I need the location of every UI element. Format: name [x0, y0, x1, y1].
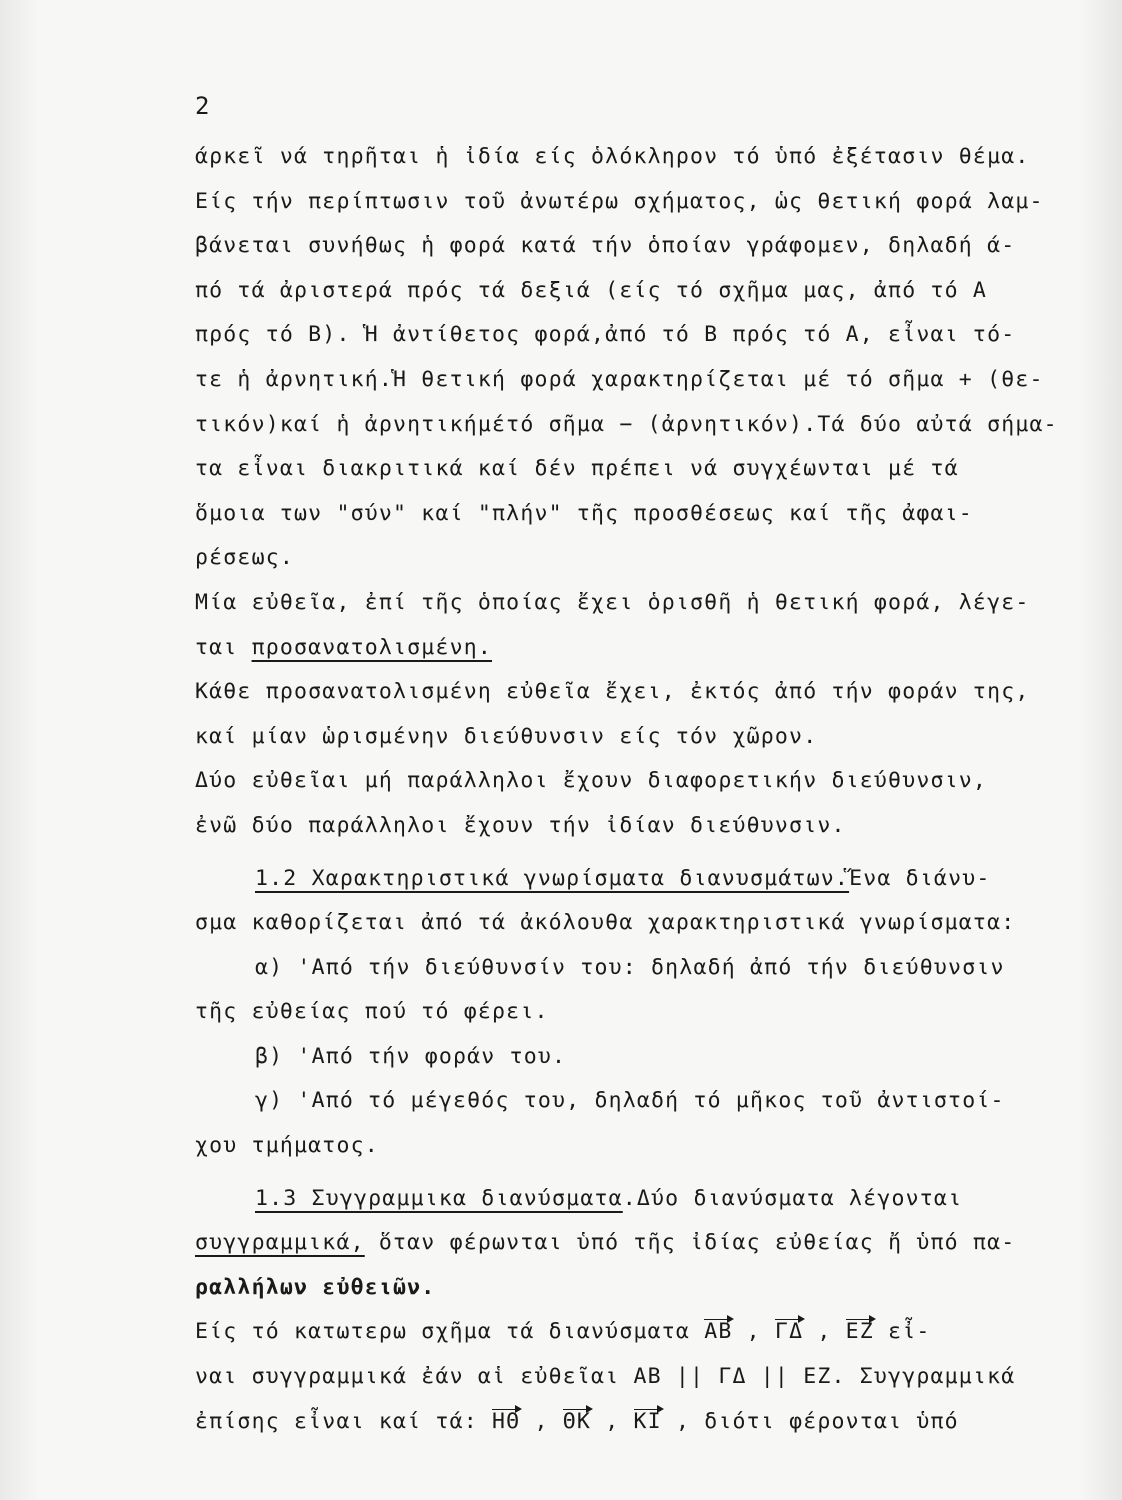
- text-fragment: .Δύο διανύσματα λέγονται: [622, 1185, 963, 1211]
- vector-ht: ΗΘ: [492, 1405, 520, 1439]
- text-line: Μία εὐθεῖα, ἐπί τῆς ὁποίας ἔχει ὁρισθῆ ἡ θετική φορά, λέγε-: [195, 589, 1030, 615]
- text-line: πρός τό Β). Ἡ ἀντίθετος φορά,ἀπό τό Β πρός τό Α, εἶναι τό-: [195, 322, 1016, 348]
- text-line: τε ἡ ἀρνητική.Ἡ θετική φορά χαρακτηρίζεται μέ τό σῆμα + (θε-: [195, 366, 1044, 392]
- text-fragment: , διότι φέρονται ὑπό: [661, 1408, 959, 1434]
- vector-gd: ΓΔ: [775, 1315, 803, 1349]
- text-line: Είς τήν περίπτωσιν τοῦ ἀνωτέρω σχήματος, ὡς θετική φορά λαμ-: [195, 188, 1044, 214]
- text-line: Δύο εὐθεῖαι μή παράλληλοι ἔχουν διαφορετικήν διεύθυνσιν,: [195, 768, 988, 794]
- text-line: άρκεῖ νά τηρῆται ἡ ἰδία είς ὁλόκληρον τό ὑπό ἐξέτασιν θέμα.: [195, 144, 1030, 169]
- text-line: γ) 'Από τό μέγεθός του, δηλαδή τό μῆκος τοῦ ἀντιστοί-: [255, 1088, 1005, 1114]
- text-line: ὅμοια των "σύν" καί "πλήν" τῆς προσθέσεως καί τῆς ἀφαι-: [195, 500, 973, 526]
- text-line: Κάθε προσανατολισμένη εὐθεῖα ἔχει, ἐκτός ἀπό τήν φοράν της,: [195, 679, 1030, 705]
- text-fragment: ἐπίσης εἶναι καί τά:: [195, 1408, 493, 1434]
- vector-ez: ΕΖ: [846, 1315, 874, 1349]
- text-line: ἐνῶ δύο παράλληλοι ἔχουν τήν ἰδίαν διεύθυνσιν.: [195, 812, 846, 838]
- text-fragment: εἶ-: [873, 1319, 931, 1345]
- text-fragment: ὅταν φέρωνται ὑπό τῆς ἰδίας εὐθείας ἤ ὑπό πα-: [364, 1230, 1016, 1256]
- text-line: ναι συγγραμμικά ἐάν αἱ εὐθεῖαι ΑΒ || ΓΔ || ΕΖ. Συγγραμμικά: [195, 1364, 1016, 1390]
- text-fragment: ται: [195, 634, 252, 660]
- text-line: σμα καθορίζεται ἀπό τά ἀκόλουθα χαρακτηριστικά γνωρίσματα:: [195, 910, 1016, 936]
- text-line: πό τά ἀριστερά πρός τά δεξιά (είς τό σχῆμα μας, ἀπό τό Α: [195, 277, 988, 303]
- separator: ,: [591, 1408, 634, 1434]
- section-heading-1-3: [195, 1182, 1075, 1227]
- text-line: α) 'Από τήν διεύθυνσίν του: δηλαδή ἀπό τήν διεύθυνσιν: [255, 954, 1005, 980]
- section-heading-1-2: [195, 862, 1075, 907]
- section-title: 1.3 Συγγραμμικα διανύσματα: [255, 1185, 623, 1211]
- text-line: τικόν)καί ἡ ἀρνητικήμέτό σῆμα − (ἀρνητικόν).Τά δύο αὐτά σήμα-: [195, 411, 1058, 437]
- page-number: 2: [195, 92, 211, 120]
- text-line: β) 'Από τήν φοράν του.: [255, 1043, 567, 1069]
- text-line: [195, 1315, 1075, 1360]
- text-line: ραλλήλων εὐθειῶν.: [195, 1274, 436, 1300]
- text-line: χου τμήματος.: [195, 1133, 379, 1159]
- defined-term: προσανατολισμένη.: [251, 634, 493, 660]
- body-text: [195, 140, 1075, 1449]
- text-line: [195, 1226, 1075, 1271]
- text-line: [195, 631, 1075, 676]
- text-line: καί μίαν ὡρισμένην διεύθυνσιν είς τόν χῶρον.: [195, 723, 818, 749]
- text-line: ρέσεως.: [195, 545, 295, 571]
- separator: ,: [732, 1319, 775, 1345]
- section-title: 1.2 Χαρακτηριστικά γνωρίσματα διανυσμάτων.: [255, 865, 850, 891]
- vector-tk: ΘΚ: [563, 1405, 591, 1439]
- text-fragment: Ἕνα διάνυ-: [849, 865, 991, 891]
- text-line: τα εἶναι διακριτικά καί δέν πρέπει νά συγχέωνται μέ τά: [195, 456, 959, 482]
- vector-ki: ΚΙ: [634, 1405, 662, 1439]
- vector-ab: ΑΒ: [704, 1315, 732, 1349]
- separator: ,: [803, 1319, 846, 1345]
- text-line: [195, 1405, 1075, 1450]
- text-line: τῆς εὐθείας πού τό φέρει.: [195, 999, 549, 1025]
- text-line: βάνεται συνήθως ἡ φορά κατά τήν ὁποίαν γράφομεν, δηλαδή ά-: [195, 233, 1016, 259]
- separator: ,: [520, 1408, 563, 1434]
- defined-term: συγγραμμικά,: [195, 1230, 365, 1256]
- text-fragment: Είς τό κατωτερω σχῆμα τά διανύσματα: [195, 1319, 705, 1345]
